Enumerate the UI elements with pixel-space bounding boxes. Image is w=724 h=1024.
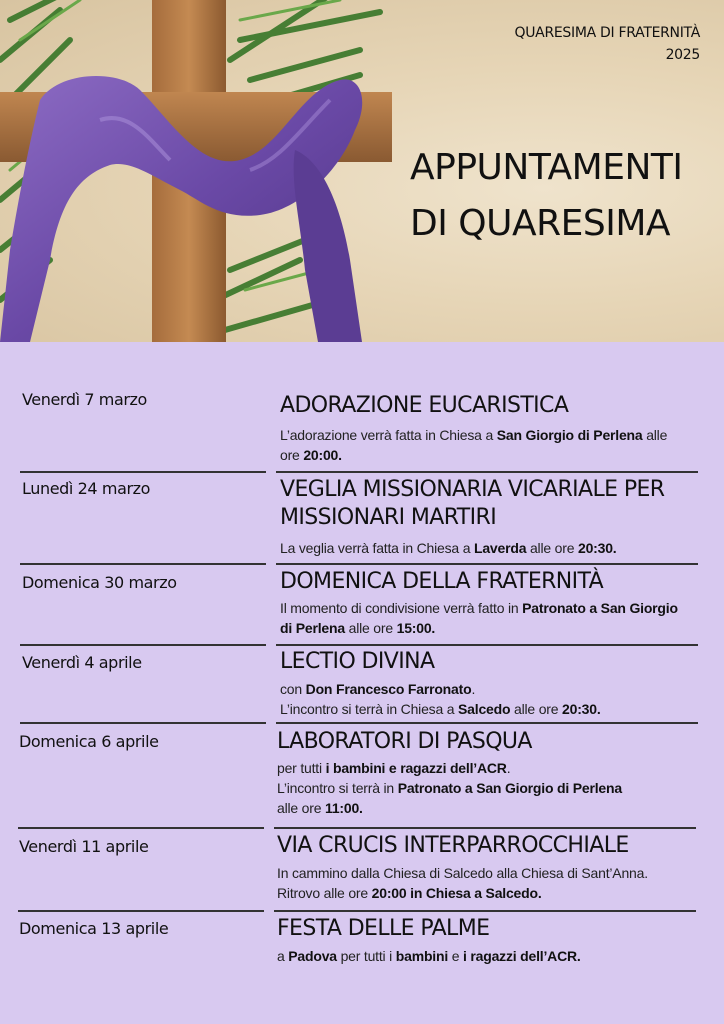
text-run: e [448,948,464,964]
event-description-line [277,883,648,903]
event-date: Domenica 30 marzo [22,573,177,592]
text-run: . [471,681,476,697]
event-description-line [277,758,622,778]
text-run: alle ore [510,701,563,717]
highlighted-text: di Perlena [280,620,345,636]
campaign-year: 2025 [665,47,700,63]
text-run: con [280,681,306,697]
highlighted-text: Padova [288,948,337,964]
divider [276,644,698,646]
divider [276,563,698,565]
event-description-line [280,679,601,699]
divider [276,722,698,724]
event-title: VEGLIA MISSIONARIA VICARIALE PER MISSIONARI MARTIRI [280,477,665,530]
event-description-line [277,778,622,798]
highlighted-text: Patronato a San Giorgio [522,600,678,616]
highlighted-text: i ragazzi dell’ACR. [463,948,581,964]
event-date: Lunedì 24 marzo [22,479,151,498]
event-description [280,538,616,558]
highlighted-text: Salcedo [458,701,511,717]
event-description-line [277,798,622,818]
text-run: alle ore [277,800,326,816]
text-run: Il momento di condivisione verrà fatto in [280,600,523,616]
text-run: ore [280,447,304,463]
campaign-kicker [515,22,700,66]
text-run: In cammino dalla Chiesa di Salcedo alla Chiesa di Sant’Anna. [277,865,648,881]
highlighted-text: 20:30. [562,701,601,717]
highlighted-text: 20:00 in Chiesa a Salcedo. [371,885,542,901]
text-run: L’incontro si terrà in Chiesa a [280,701,459,717]
text-run: a [277,948,289,964]
event-title: ADORAZIONE EUCARISTICA [280,393,569,418]
divider [18,910,264,912]
highlighted-text: San Giorgio di Perlena [496,427,643,443]
event-description-line [280,598,678,618]
text-run: alle [642,427,668,443]
text-run: La veglia verrà fatta in Chiesa a [280,540,474,556]
event-date: Venerdì 7 marzo [22,390,147,409]
event-description-line [280,538,616,558]
highlighted-text: 20:30. [577,540,617,556]
event-description [277,946,581,966]
event-description [280,425,667,465]
highlighted-text: Patronato a San Giorgio di Perlena [397,780,622,796]
event-title: LECTIO DIVINA [280,649,435,674]
event-title: DOMENICA DELLA FRATERNITÀ [280,569,604,594]
event-description-line [280,445,667,465]
text-run: Ritrovo alle ore [277,885,372,901]
divider [20,471,266,473]
event-date: Domenica 6 aprile [19,732,159,751]
text-run: L’adorazione verrà fatta in Chiesa a [280,427,497,443]
highlighted-text: Don Francesco Farronato [305,681,472,697]
event-description-line [277,946,581,966]
event-description [277,758,622,818]
event-title: VIA CRUCIS INTERPARROCCHIALE [277,833,629,858]
campaign-name: QUARESIMA DI FRATERNITÀ [514,25,700,41]
divider [20,722,266,724]
event-title: LABORATORI DI PASQUA [277,729,532,754]
event-date: Venerdì 11 aprile [19,837,149,856]
event-description-line [277,863,648,883]
header-banner [0,0,724,342]
event-description-line [280,425,667,445]
text-run: per tutti i [336,948,396,964]
page-title-line2: DI QUARESIMA [410,203,671,244]
text-run: per tutti [277,760,326,776]
event-description-line [280,699,601,719]
highlighted-text: 11:00. [325,800,363,816]
highlighted-text: 15:00. [396,620,436,636]
highlighted-text: bambini [395,948,449,964]
divider [18,827,264,829]
highlighted-text: i bambini e ragazzi dell’ACR [325,760,507,776]
text-run: alle ore [526,540,578,556]
page-title-line1: APPUNTAMENTI [410,147,683,188]
highlighted-text: 20:00. [303,447,342,463]
text-run: alle ore [344,620,397,636]
events-list [0,342,724,1024]
event-description [280,598,678,638]
page-title [410,140,710,252]
event-description [280,679,601,719]
event-description [277,863,648,903]
divider [274,910,696,912]
event-date: Venerdì 4 aprile [22,653,142,672]
highlighted-text: Laverda [473,540,527,556]
text-run: . [506,760,511,776]
cross-with-purple-cloth-image [0,0,400,342]
divider [276,471,698,473]
divider [20,644,266,646]
divider [274,827,696,829]
divider [20,563,266,565]
text-run: L’incontro si terrà in [277,780,398,796]
event-description-line [280,618,678,638]
event-date: Domenica 13 aprile [19,919,169,938]
event-title: FESTA DELLE PALME [277,916,490,941]
